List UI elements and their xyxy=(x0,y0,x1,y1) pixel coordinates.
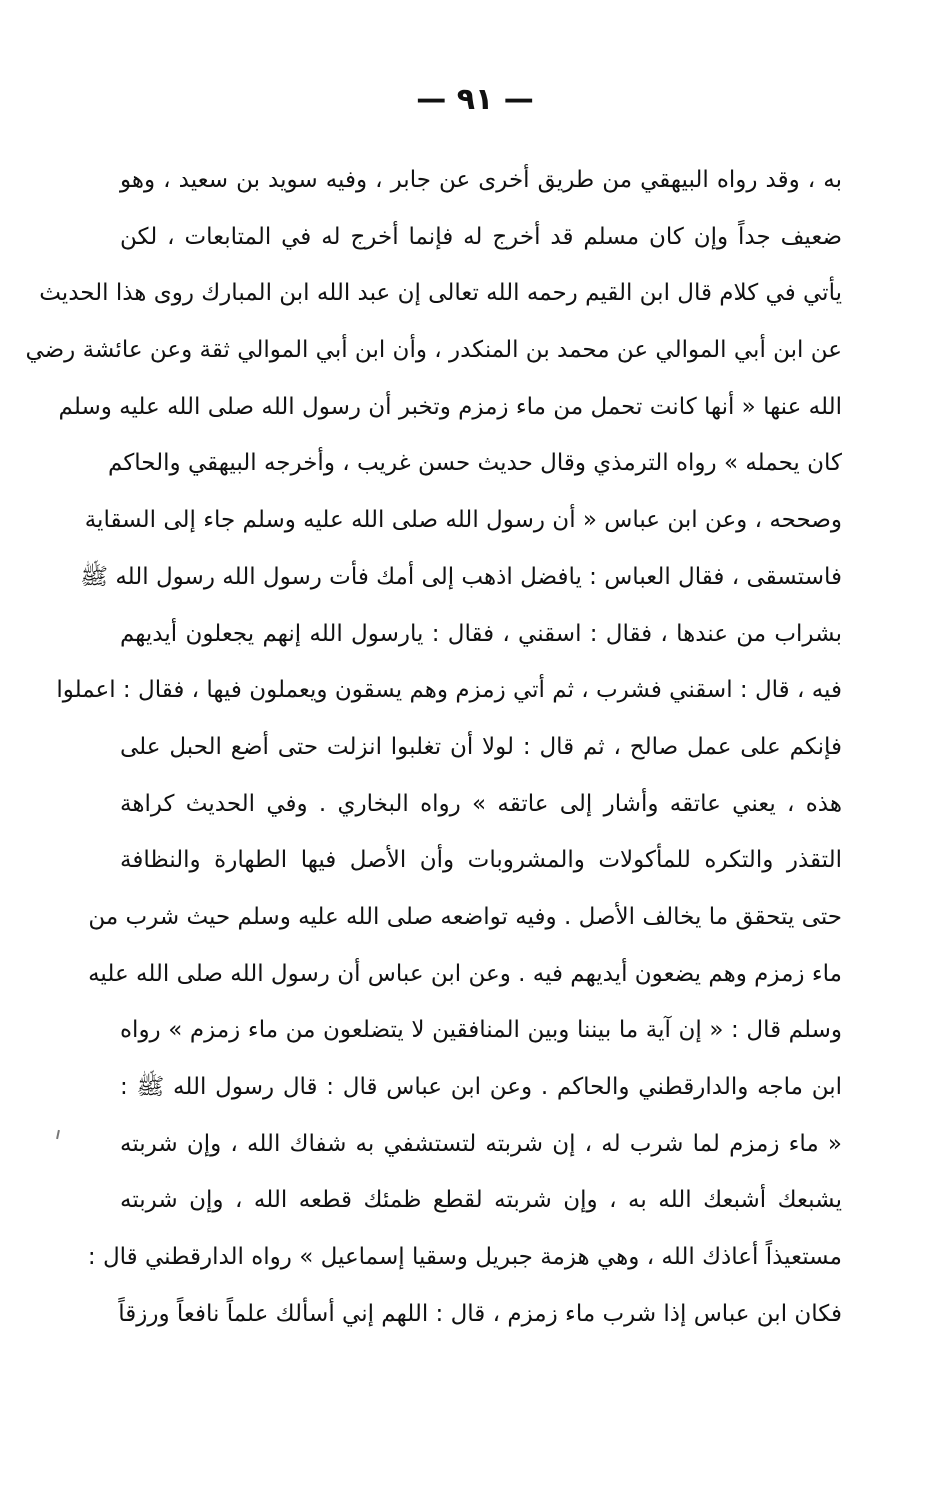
text-line-20: مستعيذاً أعاذك الله ، وهي هزمة جبريل وسقيا إسماعيل » رواه الدارقطني قال : xyxy=(87,1244,842,1271)
text-line-4: عن ابن أبي الموالي عن محمد بن المنكدر ، وأن ابن أبي الموالي ثقة وعن عائشة رضي xyxy=(25,337,842,364)
text-line-10: فيه ، قال : اسقني فشرب ، ثم أتي زمزم وهم يسقون ويعملون فيها ، فقال : اعملوا xyxy=(56,677,842,704)
text-line-17: ابن ماجه والدارقطني والحاكم . وعن ابن عباس قال : قال رسول الله ﷺ : xyxy=(120,1074,842,1100)
text-line-9: بشراب من عندها ، فقال : اسقني ، فقال : يارسول الله إنهم يجعلون أيديهم xyxy=(120,620,842,647)
text-line-12: هذه ، يعني عاتقه وأشار إلى عاتقه » رواه البخاري . وفي الحديث كراهة xyxy=(120,790,842,817)
text-line-7: وصححه ، وعن ابن عباس « أن رسول الله صلى الله عليه وسلم جاء إلى السقاية xyxy=(84,507,842,534)
text-line-1: به ، وقد رواه البيهقي من طريق أخرى عن جابر ، وفيه سويد بن سعيد ، وهو xyxy=(120,167,842,193)
text-line-3: يأتي في كلام قال ابن القيم رحمه الله تعالى إن عبد الله ابن المبارك روى هذا الحديث xyxy=(39,280,842,307)
text-line-14: حتى يتحقق ما يخالف الأصل . وفيه تواضعه صلى الله عليه وسلم حيث شرب من xyxy=(88,903,842,930)
text-line-8: فاستسقى ، فقال العباس : يافضل اذهب إلى أمك فأت رسول الله رسول الله ﷺ xyxy=(80,563,842,590)
stray-pen-mark xyxy=(56,1130,60,1139)
text-line-16: وسلم قال : « إن آية ما بيننا وبين المنافقين لا يتضلعون من ماء زمزم » رواه xyxy=(120,1017,842,1044)
text-line-13: التقذر والتكره للمأكولات والمشروبات وأن الأصل فيها الطهارة والنظافة xyxy=(120,847,842,874)
text-line-21: فكان ابن عباس إذا شرب ماء زمزم ، قال : اللهم إني أسألك علماً نافعاً ورزقاً xyxy=(118,1300,842,1327)
text-line-6: كان يحمله » رواه الترمذي وقال حديث حسن غريب ، وأخرجه البيهقي والحاكم xyxy=(108,450,842,477)
text-line-15: ماء زمزم وهم يضعون أيديهم فيه . وعن ابن عباس أن رسول الله صلى الله عليه xyxy=(88,960,842,987)
text-line-18: « ماء زمزم لما شرب له ، إن شربته لتستشفي به شفاك الله ، وإن شربته xyxy=(120,1130,842,1157)
text-line-19: يشبعك أشبعك الله به ، وإن شربته لقطع ظمئك قطعه الله ، وإن شربته xyxy=(120,1187,842,1214)
text-line-5: الله عنها « أنها كانت تحمل من ماء زمزم وتخبر أن رسول الله صلى الله عليه وسلم xyxy=(58,393,842,420)
arabic-text-body xyxy=(25,152,842,1342)
text-line-2: ضعيف جداً وإن كان مسلم قد أخرج له فإنما أخرج له في المتابعات ، لكن xyxy=(120,223,842,250)
text-line-11: فإنكم على عمل صالح ، ثم قال : لولا أن تغلبوا انزلت حتى أضع الحبل على xyxy=(120,733,842,760)
page-number: — ٩١ — xyxy=(416,82,534,117)
